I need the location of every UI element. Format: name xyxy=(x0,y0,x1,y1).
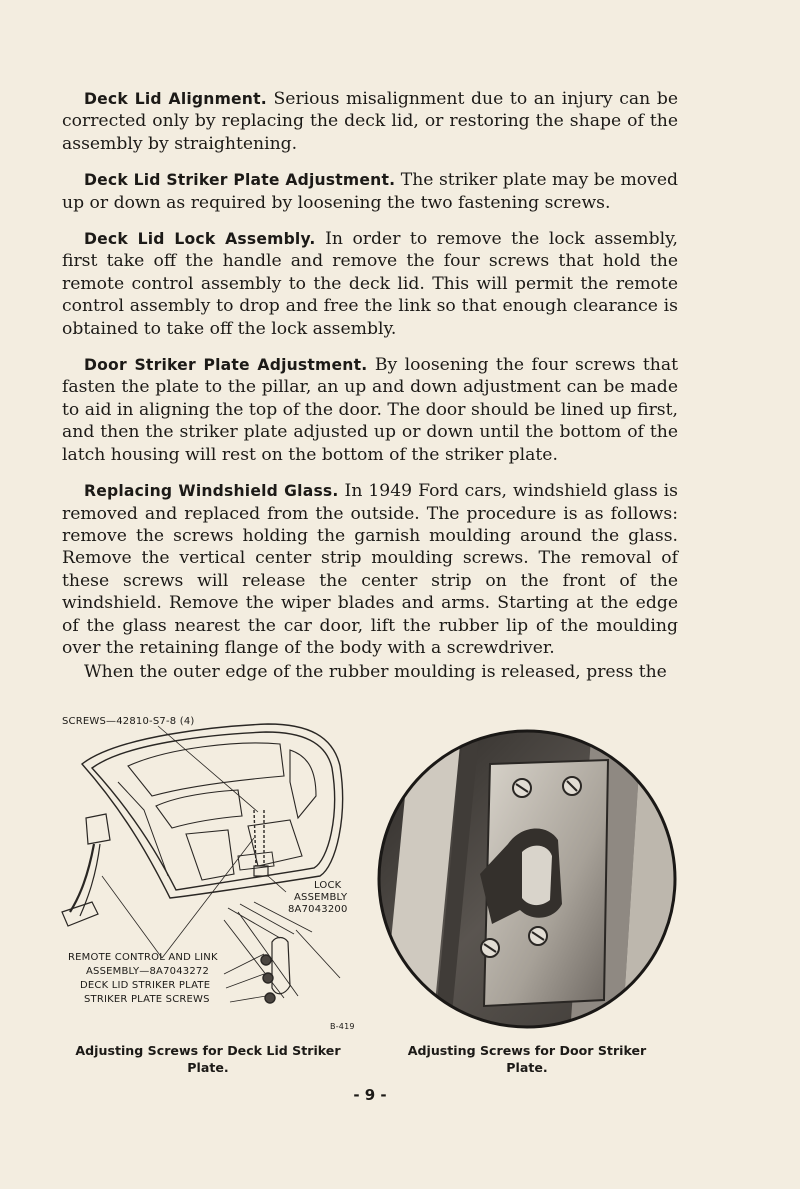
caption-deck-lid-striker: Adjusting Screws for Deck Lid Striker Plate. xyxy=(75,1043,341,1075)
callout-screws: SCREWS—42810-S7-8 (4) xyxy=(62,716,195,727)
paragraph-body: In 1949 Ford cars, windshield glass is removed and replaced from the outside. The procedure is as follows: remove the screws holding the garnish moulding around the glass. Remove the vertical center strip moulding screws. The removal of these screws will release the center strip on the front of the windshield. Remove the wiper blades and arms. Starting at the edge of the glass nearest the car door, lift the rubber lip of the moulding over the retaining flange of the body with a screwdriver. xyxy=(62,481,679,658)
callout-lock-line1: LOCK xyxy=(314,880,342,891)
paragraph-heading: Replacing Windshield Glass. xyxy=(84,482,339,501)
paragraph-striker-plate-adjustment xyxy=(62,169,678,214)
callout-remote-line2: ASSEMBLY—8A7043272 xyxy=(86,966,210,977)
paragraph-body: The striker plate may be moved up or down as required by loosening the two fastening screws. xyxy=(62,170,679,213)
callout-remote-line1: REMOTE CONTROL AND LINK xyxy=(68,952,218,963)
caption-door-striker: Adjusting Screws for Door Striker Plate. xyxy=(407,1043,647,1075)
paragraph-body: In order to remove the lock assembly, first take off the handle and remove the four screws that hold the remote control assembly to the deck lid. This will permit the remote control assembly to drop and free the link so that enough clearance is obtained to take off the lock assembly. xyxy=(62,229,678,339)
callout-lock-line3: 8A7043200 xyxy=(288,904,348,915)
callout-lock-line2: ASSEMBLY xyxy=(294,892,348,903)
paragraph-lock-assembly xyxy=(62,228,678,340)
paragraph-deck-lid-alignment xyxy=(62,88,678,155)
paragraph-continuation xyxy=(62,661,678,683)
paragraph-body: Serious misalignment due to an injury can be corrected only by replacing the deck lid, or restoring the shape of the assembly by straightening. xyxy=(62,89,678,154)
paragraph-body: When the outer edge of the rubber moulding is released, press the xyxy=(84,662,667,683)
paragraph-heading: Deck Lid Striker Plate Adjustment. xyxy=(84,171,396,190)
door-striker-photo xyxy=(372,724,682,1034)
paragraph-heading: Door Striker Plate Adjustment. xyxy=(84,356,368,375)
paragraph-body: By loosening the four screws that fasten the plate to the pillar, an up and down adjustment can be made to aid in aligning the top of the door. The door should be lined up first, and then the striker plate adjusted up or down until the bottom of the latch housing will rest on the bottom of the striker plate. xyxy=(62,355,678,465)
body-text xyxy=(62,88,678,698)
paragraph-door-striker-plate xyxy=(62,354,678,466)
paragraph-windshield-glass xyxy=(62,480,678,659)
callout-striker-plate: DECK LID STRIKER PLATE xyxy=(80,980,211,991)
deck-lid-illustration xyxy=(58,706,388,1036)
figure-number: B-419 xyxy=(330,1022,355,1031)
figures xyxy=(0,700,800,1100)
door-striker-drawing xyxy=(372,724,682,1034)
paragraph-heading: Deck Lid Alignment. xyxy=(84,90,267,108)
paragraph-heading: Deck Lid Lock Assembly. xyxy=(84,230,316,249)
callout-striker-screws: STRIKER PLATE SCREWS xyxy=(84,994,210,1005)
page-number: - 9 - xyxy=(353,1086,387,1104)
